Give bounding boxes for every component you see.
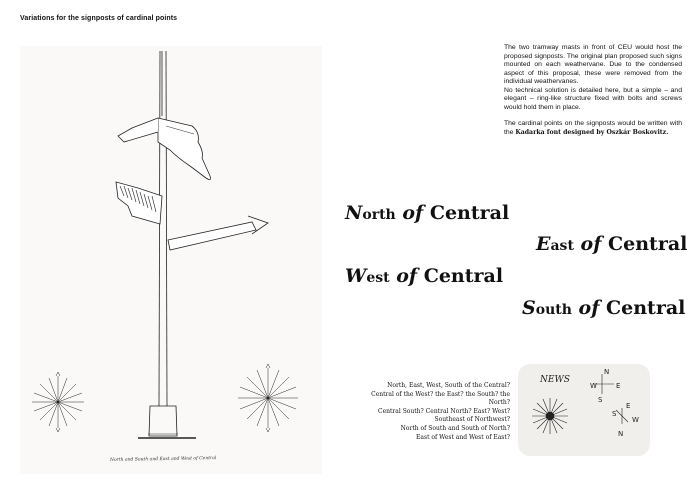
signpost-drawing — [20, 46, 322, 474]
question-line: East of West and West of East? — [416, 433, 510, 441]
svg-text:W: W — [590, 382, 597, 390]
sign-west: West of Central — [345, 265, 504, 287]
description-paragraph-1: The two tramway masts in front of CEU would host the proposed signposts. The original plan proposed such signs mounted on each weathervane. Due to the condensed aspect of this proposal, these were removed from the individual weathervanes. No technical solution is detailed here, but a simple – and elegant – ring-like structure fixed with bolts and screws would hold them in place. — [504, 44, 683, 111]
questions-list — [360, 382, 510, 442]
svg-text:E: E — [616, 382, 621, 390]
question-line: Central South? Central North? East? West? — [378, 407, 510, 415]
page-title: Variations for the signposts of cardinal points — [20, 15, 178, 22]
question-line: Central of the West? the East? the South? the North? — [371, 390, 510, 407]
sign-south: South of Central — [522, 297, 686, 319]
svg-text:N: N — [618, 430, 624, 438]
svg-text:S: S — [598, 396, 603, 404]
question-line: North of South and South of North? — [400, 424, 510, 432]
question-line: Southeast of Northwest? — [434, 416, 510, 424]
compass-sketch — [518, 364, 650, 456]
description-paragraph-2: The cardinal points on the signposts would be written with the Kadarka font designed by Oszkár Boskovitz. — [504, 120, 682, 136]
drawing-caption: North and South and East and West of Central — [109, 456, 217, 463]
svg-text:S: S — [612, 410, 617, 418]
description-block — [504, 44, 682, 145]
sign-north: North of Central — [345, 202, 510, 224]
svg-text:W: W — [632, 416, 639, 424]
compass-sketch-svg — [518, 364, 650, 456]
font-credit: Kadarka font designed by Oszkár Boskovitz. — [515, 128, 669, 136]
question-line: North, East, West, South of the Central? — [387, 382, 510, 389]
news-label: NEWS — [540, 375, 570, 385]
signpost-drawing-svg — [20, 46, 322, 474]
svg-text:N: N — [604, 368, 610, 376]
svg-text:E: E — [626, 402, 631, 410]
sign-east: East of Central — [536, 233, 688, 255]
